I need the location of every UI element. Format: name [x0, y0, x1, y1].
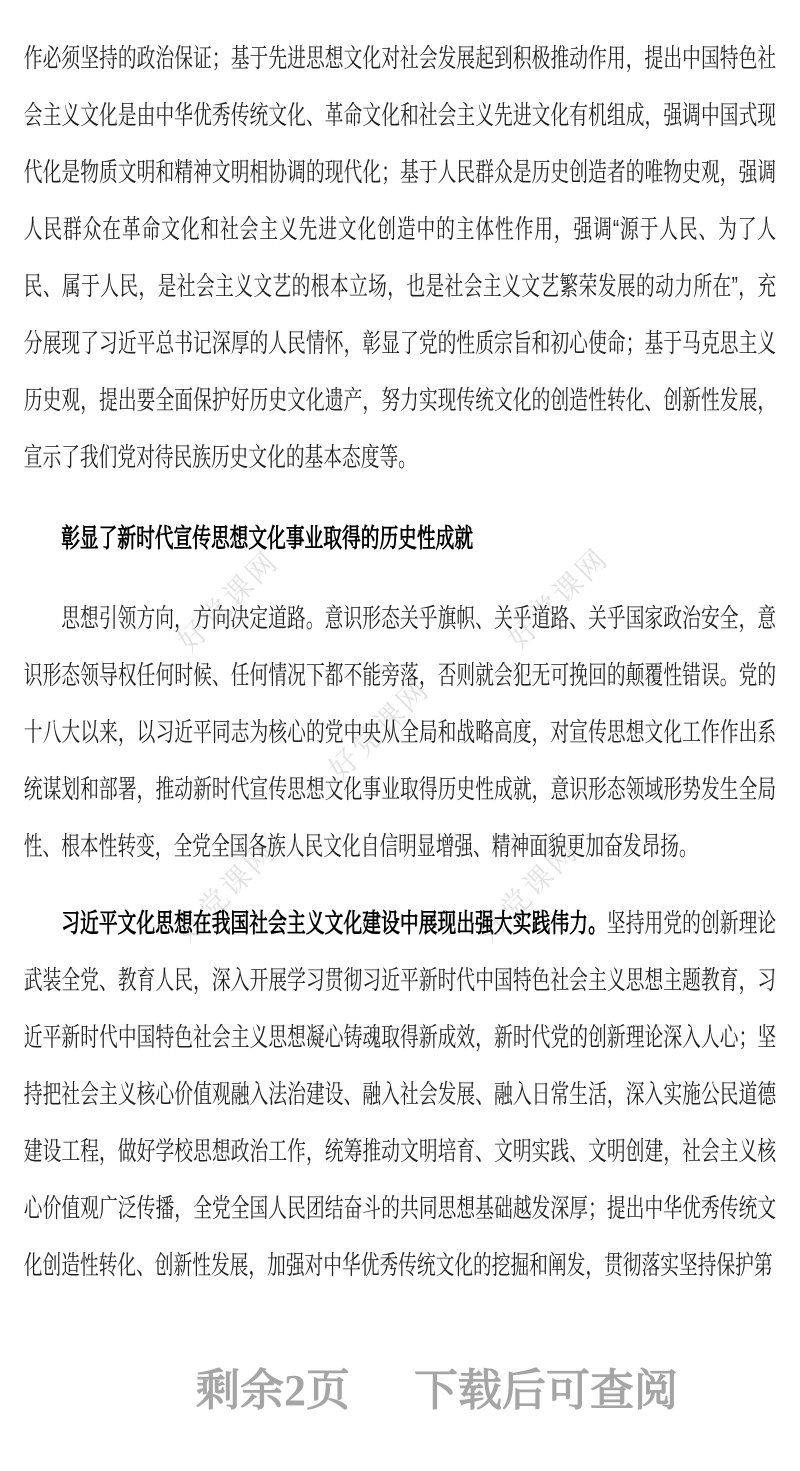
watermark: 好党课网 — [472, 835, 586, 949]
watermark: 好党课网 — [170, 835, 284, 949]
paragraph-practice — [24, 895, 776, 1294]
watermark: 好党课网 — [502, 542, 616, 656]
paragraph-continuation: 作必须坚持的政治保证；基于先进思想文化对社会发展起到积极推动作用，提出中国特色社会主义文化是由中华优秀传统文化、革命文化和社会主义先进文化有机组成，强调中国式现代化是物质文明和精神文明相协调的现代化；基于人民群众是历史创造者的唯物史观，强调人民群众在革命文化和社会主义先进文化创造中的主体性作用，强调“源于人民、为了人民、属于人民，是社会主义文艺的根本立场，也是社会主义文艺繁荣发展的动力所在”，充分展现了习近平总书记深厚的人民情怀，彰显了党的性质宗旨和初心使命；基于马克思主义历史观，提出要全面保护好历史文化遗产，努力实现传统文化的创造性转化、创新性发展，宣示了我们党对待民族历史文化的基本态度等。 — [23, 43, 777, 472]
watermark: 好党课网 — [323, 673, 437, 787]
pages-remaining-label: 剩余2页 — [196, 1366, 350, 1415]
watermark: 好党课网 — [172, 545, 286, 659]
download-hint-label: 下载后可查阅 — [414, 1366, 678, 1415]
paragraph-ideology: 思想引领方向，方向决定道路。意识形态关乎旗帜、关乎道路、关乎国家政治安全，意识形态领导权任何时候、任何情况下都不能旁落，否则就会犯无可挽回的颠覆性错误。党的十八大以来，以习近平同志为核心的党中央从全局和战略高度，对宣传思想文化工作作出系统谋划和部署，推动新时代宣传思想文化事业取得历史性成就，意识形态领域形势发生全局性、根本性转变，全党全国各族人民文化自信明显增强、精神面貌更加奋发昂扬。 — [23, 603, 777, 861]
paragraph-practice-body: 坚持用党的创新理论武装全党、教育人民，深入开展学习贯彻习近平新时代中国特色社会主义思想主题教育，习近平新时代中国特色社会主义思想凝心铸魂取得新成效，新时代党的创新理论深入人心；坚持把社会主义核心价值观融入法治建设、融入社会发展、融入日常生活，深入实施公民道德建设工程，做好学校思想政治工作，统筹推动文明培育、文明实践、文明创建，社会主义核心价值观广泛传播，全党全国人民团结奋斗的共同思想基础越发深厚；提出中华优秀传统文化创造性转化、创新性发展，加强对中华优秀传统文化的挖掘和阐发，贯彻落实坚持保护第 — [23, 908, 777, 1280]
paragraph-practice-bold-lead: 习近平文化思想在我国社会主义文化建设中展现出强大实践伟力。 — [61, 908, 607, 938]
section-heading: 彰显了新时代宣传思想文化事业取得的历史性成就 — [61, 523, 474, 553]
footer-notice — [196, 1368, 678, 1414]
